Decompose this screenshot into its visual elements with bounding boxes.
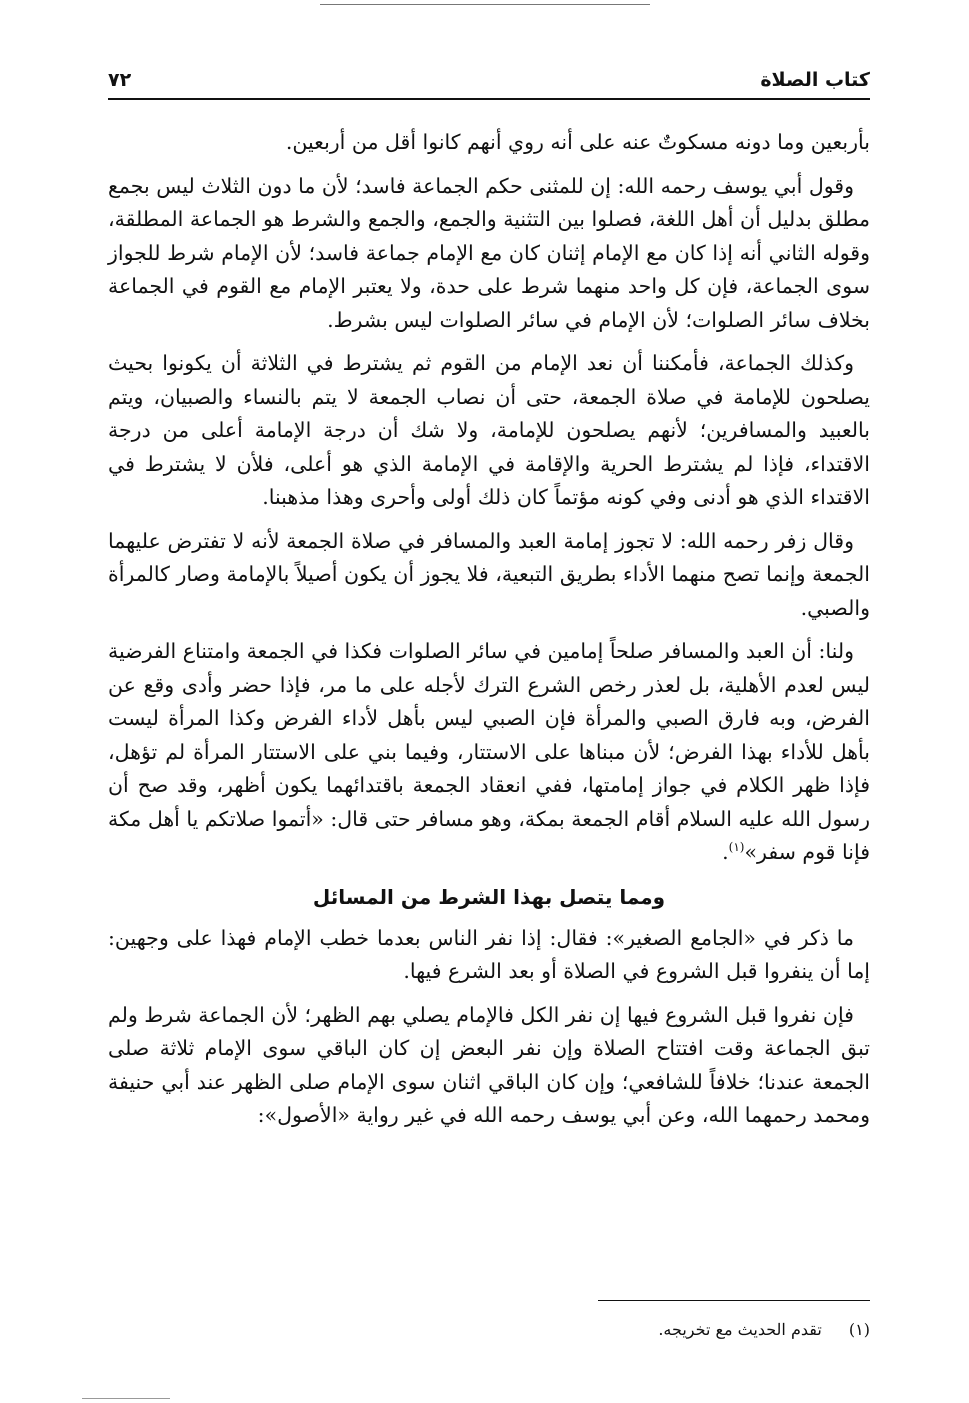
paragraph: ولنا: أن العبد والمسافر صلحاً إمامين في سائر الصلوات فكذا في الجمعة وامتناع الفرضية ليس لعدم الأهلية، بل لعذر رخص الشرع الترك لأجله على ما مر، فإذا حضر وأدى وقع عن الفرض، وبه فارق الصبي والمرأة فإن الصبي ليس بأهل لأداء الفرض وكذا المرأة ليست بأهل للأداء بهذا الفرض؛ لأن مبناها على الاستتار، وفيما بني على الاستتار المرأة لم تؤهل، فإذا ظهر الكلام في جواز إمامتها، ففي انعقاد الجمعة باقتدائهما يكون أظهر، وقد صح أن رسول الله عليه السلام أقام الجمعة بمكة، وهو مسافر حتى قال: «أتموا صلاتكم يا أهل مكة فإنا قوم سفر»$^{(١)}$. <box>108 639 870 864</box>
footnote-number: (١) <box>848 1320 870 1339</box>
footnote-reference: (١) <box>728 840 745 855</box>
top-rule <box>320 4 650 5</box>
page-header <box>108 62 870 100</box>
paragraph: وقال زفر رحمه الله: لا تجوز إمامة العبد والمسافر في صلاة الجمعة لأنه لا تفترض عليهما الجمعة وإنما تصح منهما الأداء بطريق التبعية، فلا يجوز أن يكون أصيلاً بالإمامة وصار كالمرأة والصبي. <box>108 528 870 620</box>
section-heading: ومما يتصل بهذا الشرط من المسائل <box>312 884 666 909</box>
paragraph: ما ذكر في «الجامع الصغير»: فقال: إذا نفر الناس بعدما خطب الإمام فهذا على وجهين: إما أن ينفروا قبل الشروع في الصلاة أو بعد الشرع فيها. <box>108 925 870 983</box>
paragraph: بأربعين وما دونه مسكوتٌ عنه على أنه روي أنهم كانوا أقل من أربعين. <box>285 130 870 154</box>
paragraph: وكذلك الجماعة، فأمكننا أن نعد الإمام من القوم ثم يشترط في الثلاثة أن يكونوا بحيث يصلحون للإمامة في صلاة الجمعة، حتى أن نصاب الجمعة لا يتم بالنساء والصبيان، ويتم بالعبيد والمسافرين؛ لأنهم يصلحون للإمامة، ولا شك أن درجة الإمامة أعلى من درجة الاقتداء، فإذا لم يشترط الحرية والإقامة في الإمامة الذي هو أعلى، فلأن لا يشترط في الاقتداء الذي هو أدنى وفي كونه مؤتماً كان ذلك أولى وأحرى وهذا مذهبنا. <box>108 351 870 509</box>
footnote <box>108 1318 870 1342</box>
bottom-rule <box>82 1398 170 1399</box>
running-title: كتاب الصلاة <box>760 69 870 91</box>
footnote-separator <box>598 1300 870 1301</box>
paragraph: فإن نفروا قبل الشروع فيها إن نفر الكل فالإمام يصلي بهم الظهر؛ لأن الجماعة شرط ولم تبق الجماعة وقت افتتاح الصلاة وإن نفر البعض إن كان الباقي سوى الإمام ثلاثة صلى الجمعة عندنا؛ خلافاً للشافعي؛ وإن كان الباقي اثنان سوى الإمام صلى الظهر عند أبي حنيفة ومحمد رحمهما الله، وعن أبي يوسف رحمه الله في غير رواية «الأصول»: <box>108 1002 870 1127</box>
paragraph: وقول أبي يوسف رحمه الله: إن للمثنى حكم الجماعة فاسد؛ لأن ما دون الثلاث ليس بجمع مطلق بدليل أن أهل اللغة، فصلوا بين التثنية والجمع، والجمع والشرط هو الجماعة المطلقة، وقوله الثاني أنه إذا كان مع الإمام إثنان كان مع الإمام جماعة فاسد؛ لأن الإمام شرط للجواز سوى الجماعة، فإن كل واحد منهما شرط على حدة، ولا يعتبر الإمام مع القوم في الجماعة بخلاف سائر الصلوات؛ لأن الإمام في سائر الصلوات ليس بشرط. <box>108 173 870 332</box>
footnote-text: تقدم الحديث مع تخريجه. <box>658 1320 822 1339</box>
page-number: ٧٢ <box>108 69 132 91</box>
page-body <box>108 126 870 1143</box>
paragraph-text: ولنا: أن العبد والمسافر صلحاً إمامين في سائر الصلوات فكذا في الجمعة وامتناع الفرضية ليس لعدم الأهلية، بل لعذر رخص الشرع الترك لأجله على ما مر، فإذا حضر وأدى وقع عن الفرض، وبه فارق الصبي والمرأة فإن الصبي ليس بأهل لأداء الفرض وكذا المرأة ليست بأهل للأداء بهذا الفرض؛ لأن مبناها على الاستتار، وفيما بني على الاستتار المرأة لم تؤهل، فإذا ظهر الكلام في جواز إمامتها، ففي انعقاد الجمعة باقتدائهما يكون أظهر، وقد صح أن رسول الله عليه السلام أقام الجمعة بمكة، وهو مسافر حتى قال: «أتموا صلاتكم يا أهل مكة فإنا قوم سفر» <box>108 639 870 864</box>
